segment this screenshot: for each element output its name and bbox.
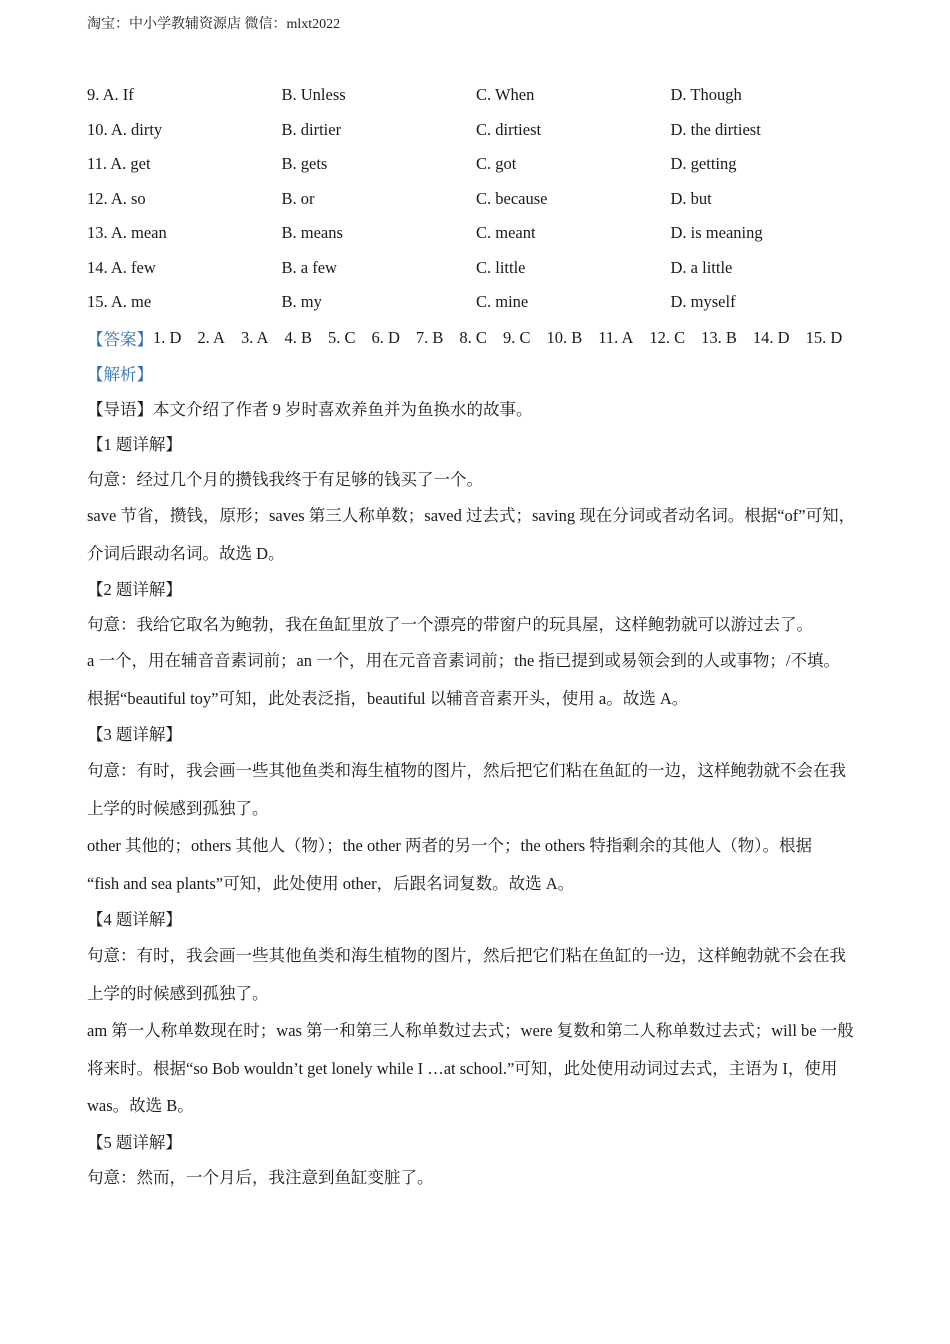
q3-title: 【3 题详解】 xyxy=(87,725,182,744)
option-d: D. the dirtiest xyxy=(670,119,761,139)
q2-meaning: 句意：我给它取名为鲍勃，我在鱼缸里放了一个漂亮的带窗户的玩具屋，这样鲍勃就可以游过去了。 xyxy=(87,615,813,634)
q3-explanation: “fish and sea plants”可知，此处使用 other，后跟名词复数。故选 A。 xyxy=(87,873,575,893)
q5-title: 【5 题详解】 xyxy=(87,1132,182,1152)
option-b: B. or xyxy=(281,188,315,208)
option-b: B. Unless xyxy=(281,85,346,105)
analysis-label: 【解析】 xyxy=(87,365,153,384)
answer-item: 13. B xyxy=(701,327,737,347)
option-c: C. dirtiest xyxy=(476,119,542,139)
option-c: C. because xyxy=(476,188,548,208)
q1-explanation: 介词后跟动名词。故选 D。 xyxy=(87,543,285,563)
answer-item: 9. C xyxy=(502,327,531,347)
q4-explanation: was。故选 B。 xyxy=(87,1096,194,1116)
option-a: 13. A. mean xyxy=(87,223,167,243)
option-a: 12. A. so xyxy=(87,188,146,208)
answer-item: 3. A xyxy=(240,327,269,347)
option-d: D. a little xyxy=(670,257,733,277)
option-a: 10. A. dirty xyxy=(87,119,163,139)
q1-meaning: 句意：经过几个月的攒钱我终于有足够的钱买了一个。 xyxy=(87,470,483,489)
q4-explanation: 将来时。根据“so Bob wouldn’t get lonely while I …at school.”可知，此处使用动词过去式，主语为 I，使用 xyxy=(87,1058,838,1078)
option-row-12 xyxy=(87,182,877,217)
option-c: C. mine xyxy=(476,292,529,312)
answer-item: 14. D xyxy=(752,327,790,347)
q3-meaning: 句意：有时，我会画一些其他鱼类和海生植物的图片，然后把它们粘在鱼缸的一边，这样鲍勃就不会在我 xyxy=(87,761,846,781)
answer-key xyxy=(87,320,877,356)
q2-explanation: 根据“beautiful toy”可知，此处表泛指，beautiful 以辅音音素开头，使用 a。故选 A。 xyxy=(87,688,689,708)
option-b: B. my xyxy=(281,292,322,312)
option-d: D. Though xyxy=(670,85,742,105)
q1-explanation: save 节省，攒钱，原形；saves 第三人称单数；saved 过去式；saving 现在分词或者动名词。根据“of”可知， xyxy=(87,506,856,526)
answer-item: 8. C xyxy=(459,327,487,347)
q3-meaning: 上学的时候感到孤独了。 xyxy=(87,798,269,818)
q4-meaning: 句意：有时，我会画一些其他鱼类和海生植物的图片，然后把它们粘在鱼缸的一边，这样鲍勃就不会在我 xyxy=(87,946,846,966)
option-a: 14. A. few xyxy=(87,257,156,277)
answer-item: 6. D xyxy=(371,327,400,347)
answer-item: 5. C xyxy=(327,327,356,347)
option-a: 9. A. If xyxy=(87,85,134,105)
option-row-15 xyxy=(87,285,877,320)
page-header: 淘宝：中小学教辅资源店 微信：mlxt2022 xyxy=(87,17,341,32)
option-b: B. dirtier xyxy=(281,119,342,139)
q3-explanation: other 其他的；others 其他人（物）；the other 两者的另一个；the others 特指剩余的其他人（物）。根据 xyxy=(87,836,813,856)
option-d: D. is meaning xyxy=(670,223,763,243)
option-a: 11. A. get xyxy=(87,154,151,174)
option-b: B. means xyxy=(281,223,343,243)
answer-item: 7. B xyxy=(415,327,444,347)
option-row-10 xyxy=(87,113,877,148)
options-table xyxy=(87,78,877,320)
option-row-11 xyxy=(87,147,877,182)
document-body xyxy=(87,78,877,1193)
answer-item: 1. D xyxy=(153,327,182,347)
guide-text: 【导语】本文介绍了作者 9 岁时喜欢养鱼并为鱼换水的故事。 xyxy=(87,400,533,419)
q4-title: 【4 题详解】 xyxy=(87,910,182,929)
option-a: 15. A. me xyxy=(87,292,152,312)
option-b: B. gets xyxy=(281,154,328,174)
option-d: D. getting xyxy=(670,154,737,174)
q2-explanation: a 一个，用在辅音音素词前；an 一个，用在元音音素词前；the 指已提到或易领会到的人或事物；/不填。 xyxy=(87,651,841,671)
answer-item: 15. D xyxy=(805,327,843,347)
q4-explanation: am 第一人称单数现在时；was 第一和第三人称单数过去式；were 复数和第二人称单数过去式；will be 一般 xyxy=(87,1021,854,1041)
option-c: C. When xyxy=(476,85,535,105)
answer-item: 4. B xyxy=(284,327,312,347)
answer-item: 10. B xyxy=(546,327,583,347)
q5-meaning: 句意：然而，一个月后，我注意到鱼缸变脏了。 xyxy=(87,1167,434,1187)
answer-label: 【答案】 xyxy=(87,329,153,349)
option-c: C. little xyxy=(476,257,526,277)
q2-title: 【2 题详解】 xyxy=(87,580,182,599)
q4-meaning: 上学的时候感到孤独了。 xyxy=(87,983,269,1003)
option-c: C. got xyxy=(476,154,517,174)
option-b: B. a few xyxy=(281,257,337,277)
q1-title: 【1 题详解】 xyxy=(87,435,182,454)
answer-item: 12. C xyxy=(649,327,686,347)
option-d: D. but xyxy=(670,188,712,208)
option-row-14 xyxy=(87,251,877,286)
option-d: D. myself xyxy=(670,292,736,312)
answer-item: 2. A xyxy=(197,327,225,347)
option-row-9 xyxy=(87,78,877,113)
option-row-13 xyxy=(87,216,877,251)
option-c: C. meant xyxy=(476,223,536,243)
answer-item: 11. A xyxy=(598,327,634,347)
